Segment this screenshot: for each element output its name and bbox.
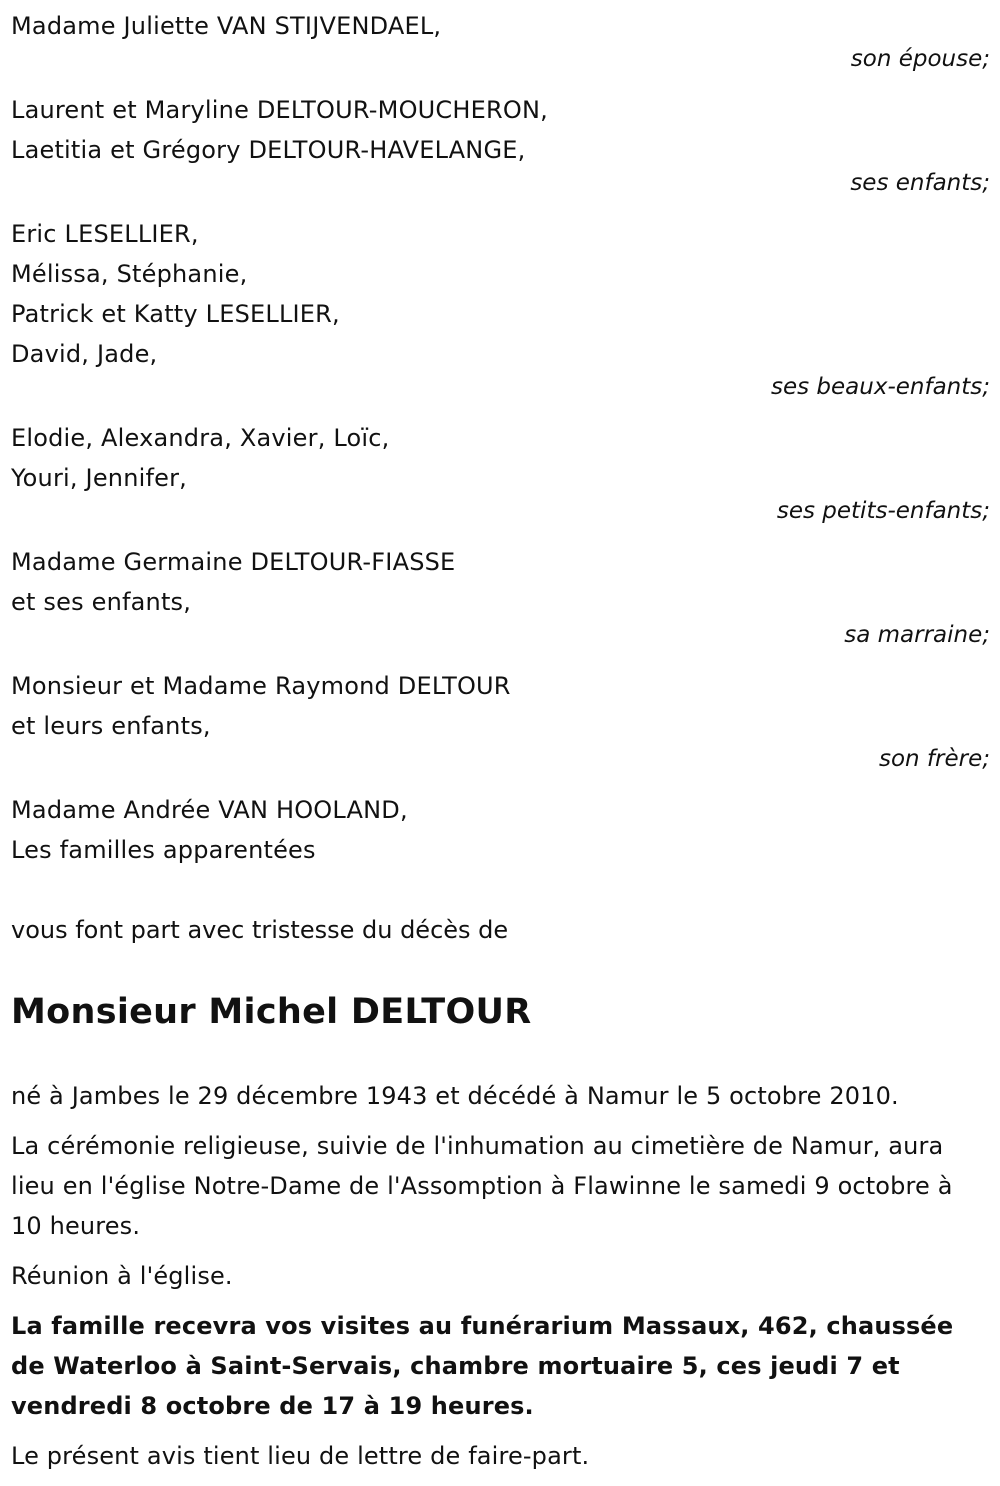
family-line: Mélissa, Stéphanie, [11,260,248,288]
family-line: Youri, Jennifer, [11,464,188,492]
relation-label: sa marraine; [844,622,990,648]
family-group-grandchildren [11,418,991,522]
family-group-godmother [11,542,991,646]
family-line: Patrick et Katty LESELLIER, [11,300,340,328]
family-line: Eric LESELLIER, [11,220,199,248]
death-notice [11,6,991,1486]
family-line: Laetitia et Grégory DELTOUR-HAVELANGE, [11,136,526,164]
relation-label: son frère; [878,746,990,772]
visitation-details: La famille recevra vos visites au funérarium Massaux, 462, chaussée de Waterloo à Saint-Servais, chambre mortuaire 5, ces jeudi 7 et vendredi 8 octobre de 17 à 19 heures. [11,1312,954,1420]
family-group-children [11,90,991,194]
relation-label: ses petits-enfants; [776,498,990,524]
family-line: David, Jade, [11,340,158,368]
family-line: Madame Germaine DELTOUR-FIASSE [11,548,456,576]
reunion-note: Réunion à l'église. [11,1262,233,1290]
relation-label: ses beaux-enfants; [770,374,990,400]
family-line: Madame Juliette VAN STIJVENDAEL, [11,12,442,40]
family-line: et ses enfants, [11,588,192,616]
ceremony-details: La cérémonie religieuse, suivie de l'inhumation au cimetière de Namur, aura lieu en l'église Notre-Dame de l'Assomption à Flawinne le samedi 9 octobre à 10 heures. [11,1132,953,1240]
family-line: Les familles apparentées [11,836,316,864]
family-line: Laurent et Maryline DELTOUR-MOUCHERON, [11,96,548,124]
family-line: Monsieur et Madame Raymond DELTOUR [11,672,511,700]
deceased-name: Monsieur Michel DELTOUR [11,992,532,1032]
notice-statement: Le présent avis tient lieu de lettre de faire-part. [11,1442,590,1470]
family-line: Madame Andrée VAN HOOLAND, [11,796,408,824]
family-group-brother [11,666,991,770]
family-line: et leurs enfants, [11,712,211,740]
relation-label: ses enfants; [850,170,990,196]
family-line: Elodie, Alexandra, Xavier, Loïc, [11,424,390,452]
relation-label: son épouse; [850,46,990,72]
birth-death-dates: né à Jambes le 29 décembre 1943 et décédé à Namur le 5 octobre 2010. [11,1082,899,1110]
family-group-stepchildren [11,214,991,398]
family-group-relatives [11,790,991,870]
family-group-spouse [11,6,991,70]
announcement-intro: vous font part avec tristesse du décès de [11,916,509,944]
